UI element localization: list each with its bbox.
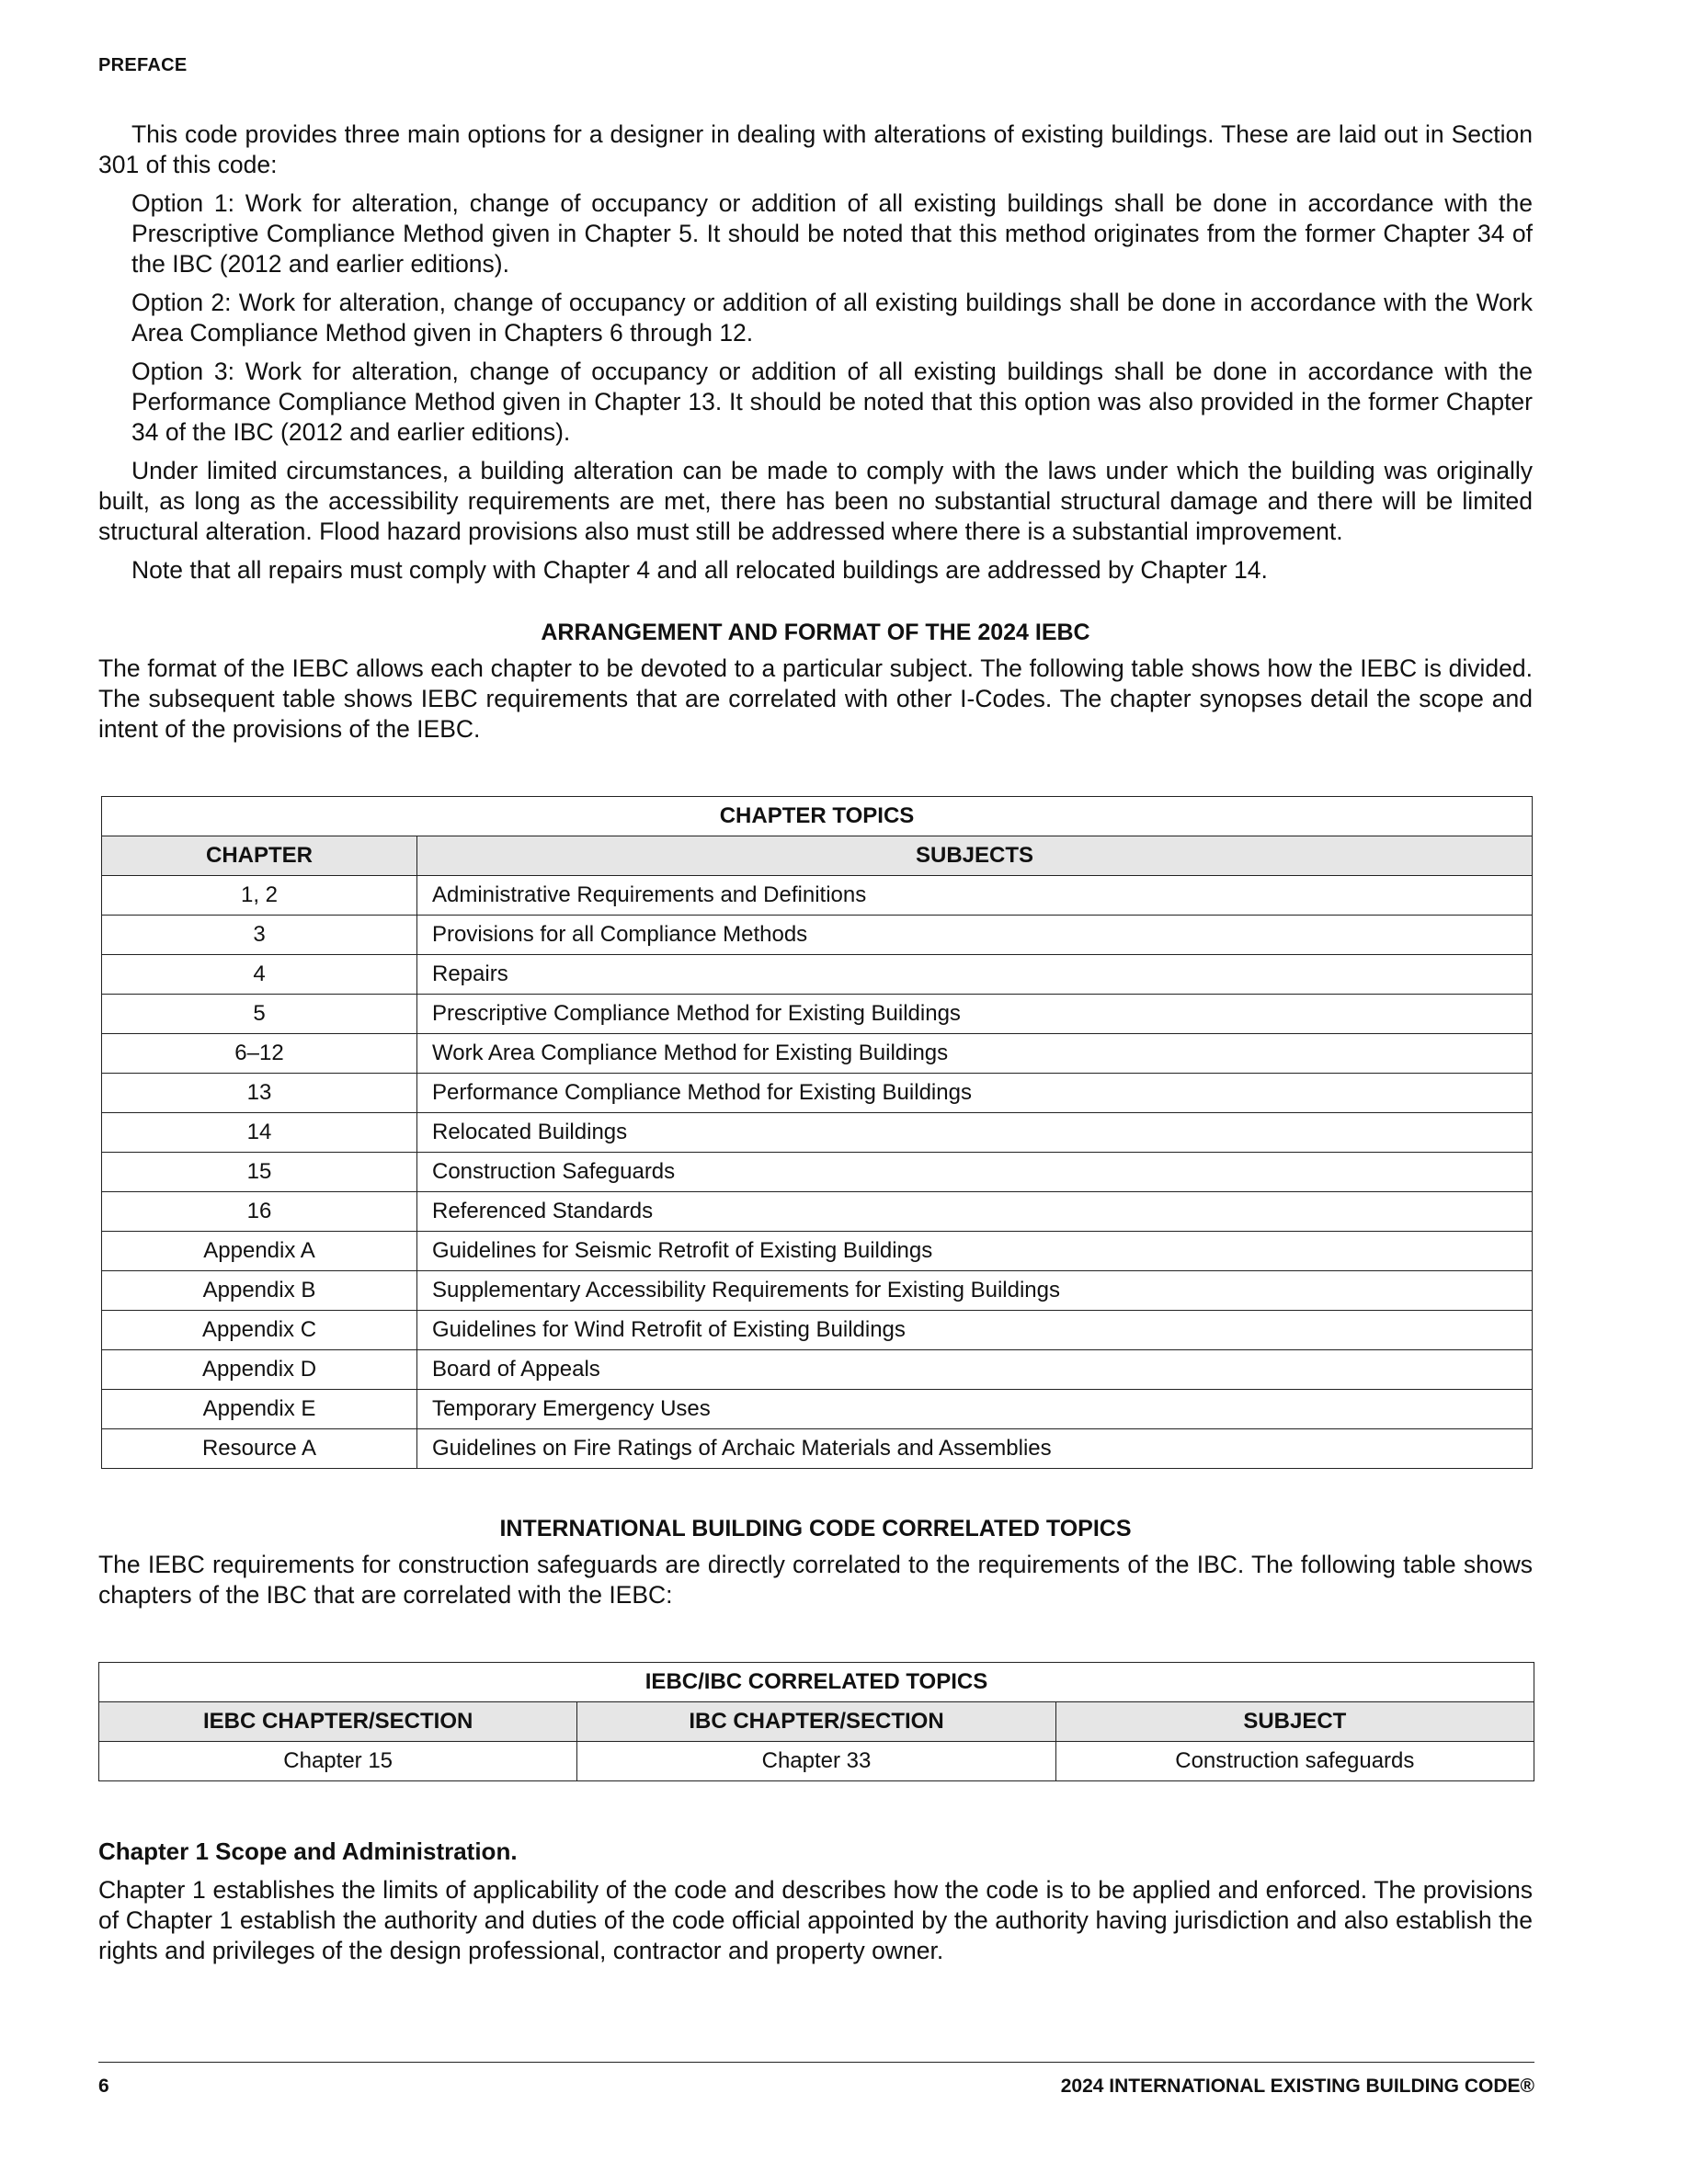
chapter-cell: 13 <box>102 1074 417 1113</box>
table-row <box>102 1350 1533 1390</box>
subject-cell: Performance Compliance Method for Existing Buildings <box>417 1074 1533 1113</box>
subject-cell: Temporary Emergency Uses <box>417 1390 1533 1429</box>
chapter-topics-body <box>102 876 1533 1469</box>
table-row <box>102 1034 1533 1074</box>
footer-divider <box>98 2062 1534 2063</box>
ibc-correlated-caption: IEBC/IBC CORRELATED TOPICS <box>99 1663 1534 1702</box>
subject-cell: Administrative Requirements and Definitions <box>417 876 1533 916</box>
chapter-cell: Appendix A <box>102 1232 417 1271</box>
ibc-correlated-heading: INTERNATIONAL BUILDING CODE CORRELATED TOPICS <box>499 1516 1132 1541</box>
subject-cell: Provisions for all Compliance Methods <box>417 916 1533 955</box>
chapter-cell: 15 <box>102 1153 417 1192</box>
table-row <box>102 1390 1533 1429</box>
chapter-cell: 4 <box>102 955 417 995</box>
subject-cell: Repairs <box>417 955 1533 995</box>
subject-cell: Relocated Buildings <box>417 1113 1533 1153</box>
iebc-chapter-cell: Chapter 15 <box>99 1742 577 1781</box>
chapter-cell: 16 <box>102 1192 417 1232</box>
column-header-subjects: SUBJECTS <box>417 836 1533 876</box>
ibc-correlated-paragraph: The IEBC requirements for construction safeguards are directly correlated to the requirements of the IBC. The following table shows chapters of the IBC that are correlated with the IEBC: <box>98 1551 1533 1609</box>
table-row <box>102 1192 1533 1232</box>
chapter-1-heading: Chapter 1 Scope and Administration. <box>98 1837 518 1865</box>
table-row <box>102 1429 1533 1469</box>
intro-paragraph: This code provides three main options for a designer in dealing with alterations of existing buildings. These are laid out in Section 301 of this code: <box>98 120 1533 178</box>
subject-cell: Prescriptive Compliance Method for Existing Buildings <box>417 995 1533 1034</box>
page-content <box>98 119 1533 1966</box>
running-head: PREFACE <box>98 55 188 75</box>
chapter-cell: 6–12 <box>102 1034 417 1074</box>
subject-cell: Work Area Compliance Method for Existing Buildings <box>417 1034 1533 1074</box>
subject-cell: Supplementary Accessibility Requirements for Existing Buildings <box>417 1271 1533 1311</box>
ibc-correlated-table <box>98 1662 1534 1781</box>
ibc-chapter-cell: Chapter 33 <box>577 1742 1055 1781</box>
page-number: 6 <box>98 2076 109 2097</box>
book-title: 2024 INTERNATIONAL EXISTING BUILDING CODE® <box>1060 2076 1534 2097</box>
chapter-1-paragraph: Chapter 1 establishes the limits of applicability of the code and describes how the code is to be applied and enforced. The provisions of Chapter 1 establish the authority and duties of the code official appointed by the authority having jurisdiction and also establish the rights and privileges of the design professional, contractor and property owner. <box>98 1876 1533 1964</box>
table-row <box>102 995 1533 1034</box>
arrangement-heading: ARRANGEMENT AND FORMAT OF THE 2024 IEBC <box>541 620 1090 645</box>
subject-cell: Construction safeguards <box>1055 1742 1534 1781</box>
chapter-cell: Appendix E <box>102 1390 417 1429</box>
chapter-cell: Appendix B <box>102 1271 417 1311</box>
subject-cell: Guidelines for Wind Retrofit of Existing Buildings <box>417 1311 1533 1350</box>
table-row <box>102 955 1533 995</box>
column-header-chapter: CHAPTER <box>102 836 417 876</box>
arrangement-paragraph: The format of the IEBC allows each chapter to be devoted to a particular subject. The following table shows how the IEBC is divided. The subsequent table shows IEBC requirements that are correlated with other I-Codes. The chapter synopses detail the scope and intent of the provisions of the IEBC. <box>98 654 1533 743</box>
table-row <box>102 876 1533 916</box>
table-row <box>102 1113 1533 1153</box>
subject-cell: Board of Appeals <box>417 1350 1533 1390</box>
chapter-cell: 14 <box>102 1113 417 1153</box>
chapter-cell: 5 <box>102 995 417 1034</box>
chapter-topics-table <box>101 796 1533 1469</box>
chapter-cell: 3 <box>102 916 417 955</box>
table-row <box>102 1232 1533 1271</box>
limited-circumstances-paragraph: Under limited circumstances, a building alteration can be made to comply with the laws under which the building was originally built, as long as the accessibility requirements are met, there has been no substantial structural damage and there will be limited structural alteration. Flood hazard provisions also must still be addressed where there is a substantial improvement. <box>98 457 1533 545</box>
table-row <box>102 916 1533 955</box>
repairs-note-paragraph: Note that all repairs must comply with Chapter 4 and all relocated buildings are addressed by Chapter 14. <box>131 556 1268 584</box>
table-row <box>102 1074 1533 1113</box>
subject-cell: Construction Safeguards <box>417 1153 1533 1192</box>
subject-cell: Guidelines on Fire Ratings of Archaic Materials and Assemblies <box>417 1429 1533 1469</box>
chapter-cell: Appendix C <box>102 1311 417 1350</box>
subject-cell: Guidelines for Seismic Retrofit of Existing Buildings <box>417 1232 1533 1271</box>
table-row <box>102 1271 1533 1311</box>
column-header-ibc-chapter: IBC CHAPTER/SECTION <box>577 1702 1055 1742</box>
column-header-iebc-chapter: IEBC CHAPTER/SECTION <box>99 1702 577 1742</box>
table-row <box>102 1153 1533 1192</box>
table-row <box>102 1311 1533 1350</box>
option-3-paragraph: Option 3: Work for alteration, change of occupancy or addition of all existing buildings shall be done in accordance with the Performance Compliance Method given in Chapter 13. It should be noted that this option was also provided in the former Chapter 34 of the IBC (2012 and earlier editions). <box>131 358 1533 446</box>
column-header-subject: SUBJECT <box>1055 1702 1534 1742</box>
chapter-cell: Resource A <box>102 1429 417 1469</box>
chapter-topics-caption: CHAPTER TOPICS <box>102 797 1533 836</box>
option-2-paragraph: Option 2: Work for alteration, change of occupancy or addition of all existing buildings shall be done in accordance with the Work Area Compliance Method given in Chapters 6 through 12. <box>131 289 1533 347</box>
table-row <box>99 1742 1534 1781</box>
option-1-paragraph: Option 1: Work for alteration, change of occupancy or addition of all existing buildings shall be done in accordance with the Prescriptive Compliance Method given in Chapter 5. It should be noted that this method originates from the former Chapter 34 of the IBC (2012 and earlier editions). <box>131 189 1533 278</box>
chapter-cell: Appendix D <box>102 1350 417 1390</box>
subject-cell: Referenced Standards <box>417 1192 1533 1232</box>
chapter-cell: 1, 2 <box>102 876 417 916</box>
